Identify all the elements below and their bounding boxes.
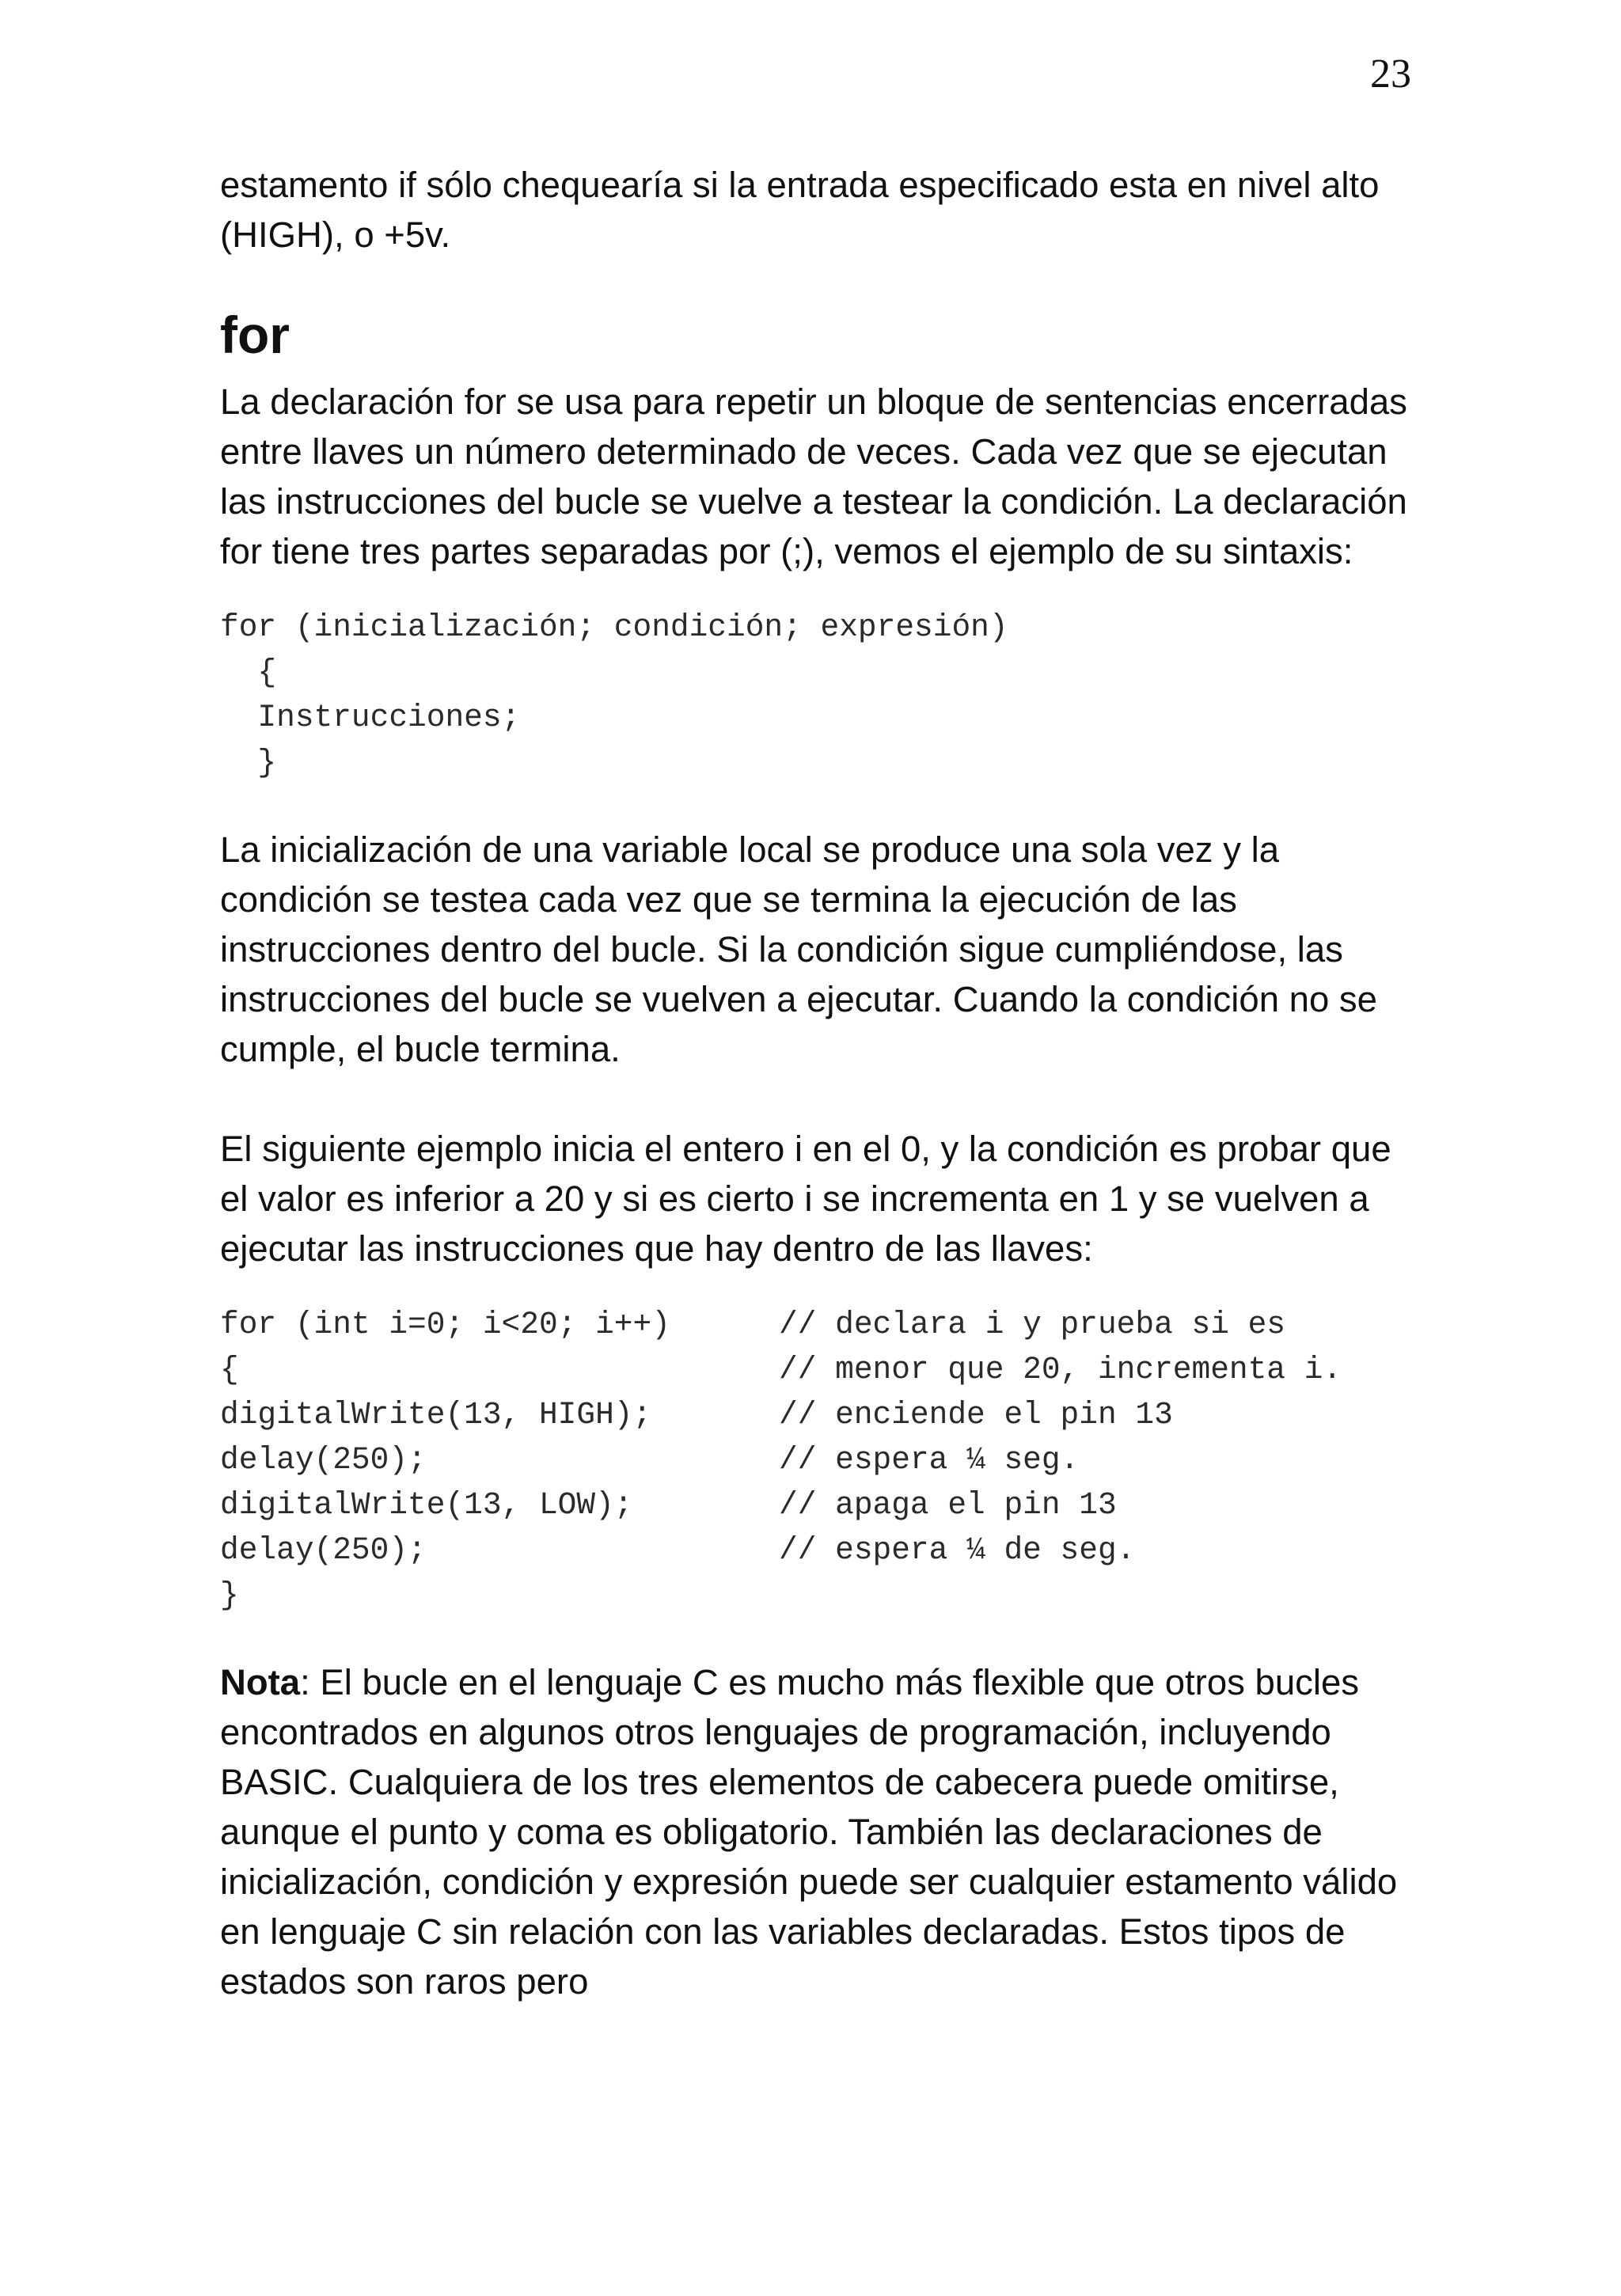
- paragraph-spacer: [220, 1074, 1415, 1124]
- initialization-paragraph: La inicialización de una variable local se produce una sola vez y la condición se testea cada vez que se termina la ejecución de las instrucciones dentro del bucle. Si la condición sigue cumpliéndose, las instrucciones del bucle se vuelven a ejecutar. Cuando la condición no se cumple, el bucle termina.: [220, 829, 1377, 1069]
- code-line: [220, 1437, 1415, 1482]
- code-line: {: [220, 654, 277, 690]
- code-comment: // menor que 20, incrementa i.: [779, 1351, 1342, 1387]
- code-line: [220, 1302, 1415, 1347]
- example-code-block: [220, 1302, 1415, 1618]
- code-line: [220, 1392, 1415, 1437]
- note-text: : El bucle en el lenguaje C es mucho más flexible que otros bucles encontrados en algunos otros lenguajes de programación, incluyendo BASIC. Cualquiera de los tres elementos de cabecera puede omitirse, aunque el punto y coma es obligatorio. También las declaraciones de inicialización, condición y expresión puede ser cualquier estamento válido en lenguaje C sin relación con las variables declaradas. Estos tipos de estados son raros pero: [220, 1661, 1398, 2002]
- code-line: [220, 1573, 1415, 1618]
- code-statement: delay(250);: [220, 1531, 427, 1568]
- code-line: [220, 1347, 1415, 1392]
- page-number: 23: [1370, 51, 1411, 97]
- for-description-paragraph: La declaración for se usa para repetir un bloque de sentencias encerradas entre llaves un número determinado de veces. Cada vez que se ejecutan las instrucciones del bucle se vuelve a testear la condición. La declaración for tiene tres partes separadas por (;), vemos el ejemplo de su sintaxis:: [220, 381, 1407, 571]
- code-statement: }: [220, 1577, 239, 1613]
- note-label: Nota: [220, 1661, 301, 1702]
- code-comment: // espera ¼ de seg.: [779, 1531, 1136, 1568]
- code-comment: // enciende el pin 13: [779, 1396, 1173, 1433]
- code-comment: // declara i y prueba si es: [779, 1306, 1286, 1342]
- page-content: [220, 160, 1415, 2006]
- code-line: }: [220, 744, 277, 780]
- note-paragraph: [220, 1657, 1415, 2006]
- code-statement: digitalWrite(13, HIGH);: [220, 1396, 652, 1433]
- code-line: [220, 1482, 1415, 1528]
- code-line: for (inicialización; condición; expresión): [220, 609, 1008, 645]
- code-line: Instrucciones;: [220, 699, 521, 735]
- code-comment: // apaga el pin 13: [779, 1486, 1117, 1523]
- code-comment: // espera ¼ seg.: [779, 1441, 1080, 1478]
- code-statement: digitalWrite(13, LOW);: [220, 1486, 633, 1523]
- intro-paragraph: estamento if sólo chequearía si la entrada especificado esta en nivel alto (HIGH), o +5v.: [220, 165, 1380, 255]
- code-statement: delay(250);: [220, 1441, 427, 1478]
- code-statement: for (int i=0; i<20; i++): [220, 1306, 670, 1342]
- code-line: [220, 1528, 1415, 1573]
- section-heading: for: [220, 306, 290, 364]
- syntax-code-block: [220, 605, 1415, 785]
- example-intro-paragraph: El siguiente ejemplo inicia el entero i en el 0, y la condición es probar que el valor es inferior a 20 y si es cierto i se incrementa en 1 y se vuelven a ejecutar las instrucciones que hay dentro de las llaves:: [220, 1128, 1391, 1269]
- code-statement: {: [220, 1351, 239, 1387]
